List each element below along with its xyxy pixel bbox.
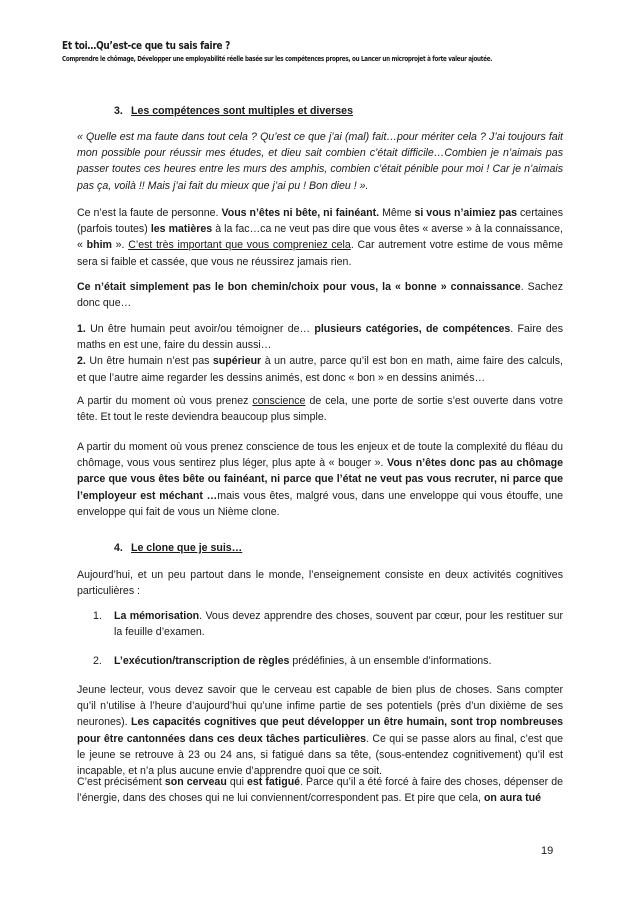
paragraph: Ce n’est la faute de personne. Vous n’êtes ni bête, ni fainéant. Même si vous n’aimiez pas certaines (parfois toutes) les matières à la fac…ca ne veut pas dire que vous êtes « averse » à la connaissance, « bhim ». C’est très important que vous compreniez cela. Car autrement votre estime de vous même sera si faible et cassée, que vous ne réussirez jamais rien. [77, 207, 563, 268]
section-title: Les compétences sont multiples et diverses [131, 105, 353, 117]
paragraph: Ce n’était simplement pas le bon chemin/choix pour vous, la « bonne » connaissance. Sachez donc que… [77, 281, 563, 310]
running-header-subtitle: Comprendre le chômage, Développer une employabilité réelle basée sur les compétences propres, ou Lancer un microprojet à forte valeur ajoutée. [62, 54, 493, 63]
paragraph: Aujourd’hui, et un peu partout dans le monde, l’enseignement consiste en deux activités cognitives particulières : [77, 569, 563, 598]
paragraph: C’est précisément son cerveau qui est fatigué. Parce qu’il a été forcé à faire des choses, dépenser de l’énergie, dans des choses qui ne lui conviennent/correspondent pas. Et pire que cela, on aura tué [77, 776, 563, 805]
section-3-heading [114, 103, 353, 119]
quote-paragraph: « Quelle est ma faute dans tout cela ? Qu’est ce que j’ai (mal) fait…pour mériter cela ? J’ai toujours fait mon possible pour réussir mes études, et dieu sait combien c’était difficile…Combien je n’aimais pas passer toutes ces heures entre les murs des amphis, combien c’était pénible pour moi ! Car je n’aimais pas ça, voilà !! Mais j’ai fait du mieux que j’ai pu ! Bon dieu ! ». [77, 131, 563, 192]
section-number: 3. [114, 105, 123, 117]
paragraph: A partir du moment où vous prenez conscience de tous les enjeux et de toute la complexité du fléau du chômage, vous vous sentirez plus léger, plus apte à « bouger ». Vous n’êtes donc pas au chômage parce que vous êtes bête ou fainéant, ni parce que l’état ne veut pas vous recruter, ni parce que l’employeur est méchant …mais vous êtes, malgré vous, dans une enveloppe qui vous étouffe, une enveloppe qui fait de vous un Nième clone. [77, 441, 564, 518]
section-number: 4. [114, 542, 123, 554]
numbered-paragraph: 1. Un être humain peut avoir/ou témoigner de… plusieurs catégories, de compétences. Faire des maths en est une, faire du dessin aussi… 2. Un être humain n’est pas supérieur à un autre, parce qu’il est bon en math, aime faire des calculs, et que l’autre aime regarder les dessins animés, est donc « bon » en dessins animés… [77, 323, 563, 384]
list-item: 2. L’exécution/transcription de règles prédéfinies, à un ensemble d’informations. [93, 655, 492, 667]
page-number: 19 [541, 845, 554, 857]
section-title: Le clone que je suis… [131, 542, 243, 554]
section-4-heading [114, 540, 242, 556]
paragraph: Jeune lecteur, vous devez savoir que le cerveau est capable de bien plus de choses. Sans compter qu’il n’utilise à l’heure d’aujourd’hui qu’une infime partie de ses potentiels (près d’un dixième de ses neurones). Les capacités cognitives que peut développer un être humain, sont trop nombreuses pour être cantonnées dans ces deux tâches particulières. Ce qui se passe alors au final, c’est que le jeune se retrouve à 23 ou 24 ans, si fatigué dans sa tête, (sous-entendez cognitivement) qu’il est incapable, et n’a plus aucune envie d’apprendre quoi que ce soit. [77, 684, 564, 778]
paragraph: A partir du moment où vous prenez conscience de cela, une porte de sortie s’est ouverte dans votre tête. Et tout le reste deviendra beaucoup plus simple. [77, 395, 564, 424]
running-header-title: Et toi…Qu’est-ce que tu sais faire ? [62, 40, 231, 52]
list-item: 1. La mémorisation. Vous devez apprendre des choses, souvent par cœur, pour les restituer sur la feuille d’examen. [93, 610, 564, 639]
